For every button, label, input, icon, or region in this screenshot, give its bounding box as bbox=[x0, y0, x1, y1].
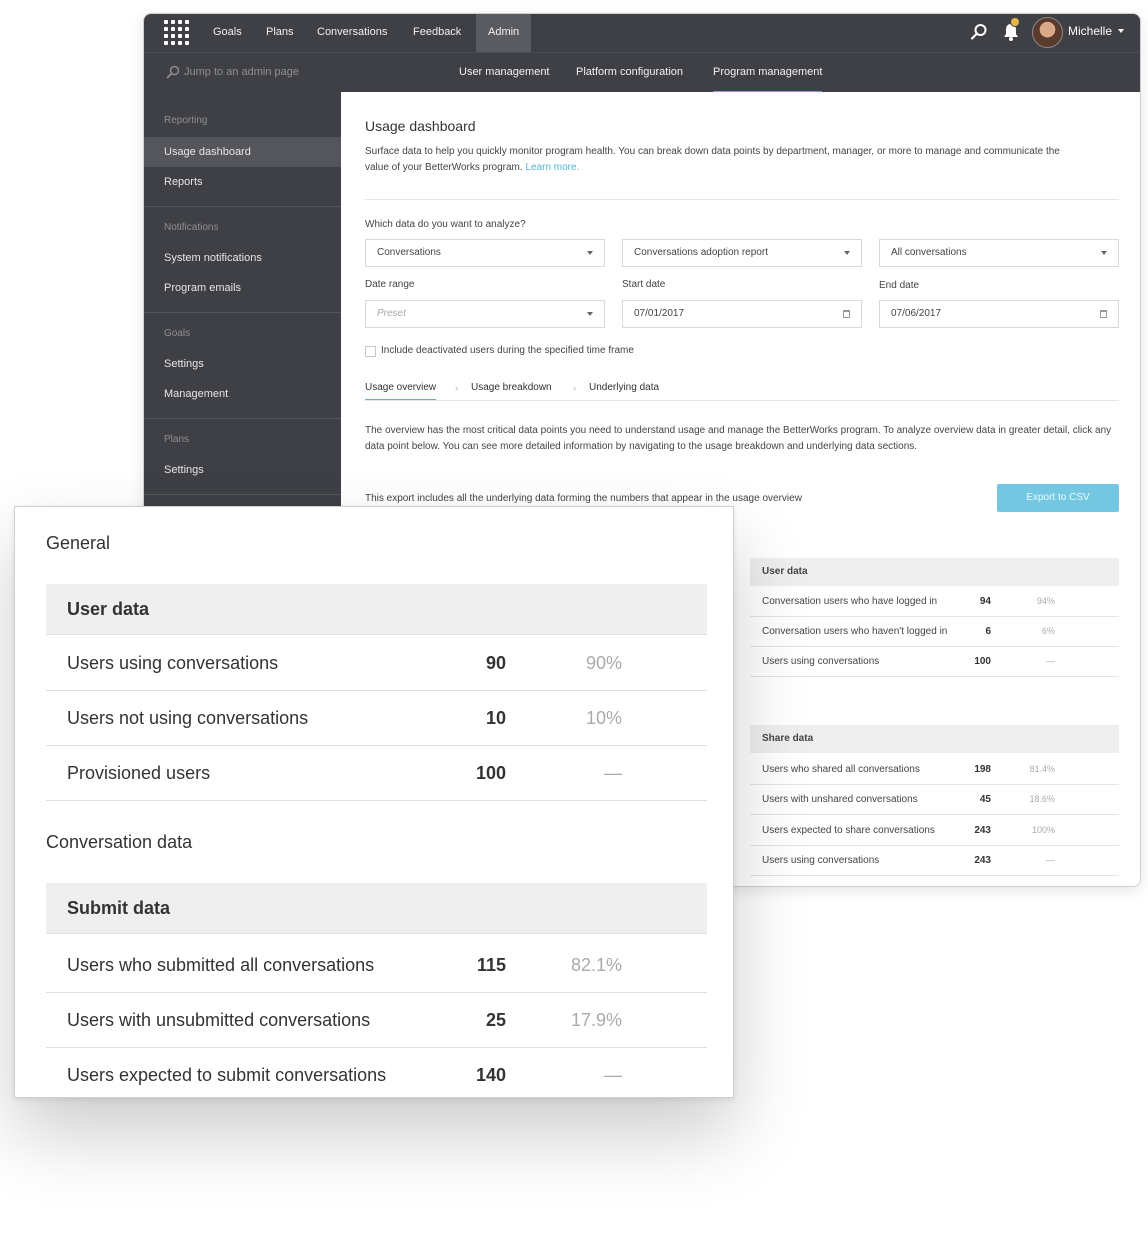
table-row[interactable] bbox=[750, 755, 1119, 785]
share-data-header: Share data bbox=[750, 725, 1119, 753]
table-row[interactable] bbox=[46, 636, 707, 691]
report-value: Conversations adoption report bbox=[634, 247, 768, 258]
chevron-down-icon bbox=[1101, 251, 1107, 255]
start-date-input[interactable] bbox=[622, 300, 862, 328]
row-percent: 100% bbox=[1031, 825, 1055, 835]
tab-usage-overview[interactable]: Usage overview bbox=[365, 382, 436, 401]
tab-usage-breakdown[interactable]: Usage breakdown bbox=[471, 382, 552, 393]
table-row[interactable] bbox=[46, 938, 707, 993]
nav-conversations[interactable]: Conversations bbox=[317, 26, 388, 38]
end-date-label: End date bbox=[879, 280, 920, 291]
row-label: Users using conversations bbox=[762, 855, 880, 866]
submit-data-header: Submit data bbox=[46, 883, 707, 934]
table-row[interactable] bbox=[46, 1048, 707, 1103]
table-row[interactable] bbox=[750, 647, 1119, 677]
end-date-value: 07/06/2017 bbox=[891, 308, 942, 319]
end-date-input[interactable] bbox=[879, 300, 1119, 328]
row-percent: — bbox=[604, 763, 622, 783]
row-value[interactable]: 100 bbox=[974, 656, 991, 667]
row-percent: 6% bbox=[1041, 626, 1055, 636]
calendar-icon[interactable] bbox=[843, 310, 850, 318]
row-label: Users expected to share conversations bbox=[762, 825, 935, 836]
sidebar-item-system-notifications[interactable]: System notifications bbox=[164, 252, 262, 264]
sidebar-divider bbox=[144, 312, 341, 313]
page-title: Usage dashboard bbox=[365, 118, 476, 134]
sidebar-item-plans-settings[interactable]: Settings bbox=[164, 464, 204, 476]
date-range-label: Date range bbox=[365, 279, 415, 290]
divider bbox=[365, 199, 1119, 200]
row-label: Users not using conversations bbox=[67, 708, 309, 728]
chevron-down-icon bbox=[844, 251, 850, 255]
nav-admin[interactable]: Admin bbox=[476, 14, 531, 52]
section-title-conversation-data: Conversation data bbox=[46, 832, 193, 852]
row-value[interactable]: 243 bbox=[974, 825, 991, 836]
notification-badge bbox=[1010, 17, 1020, 27]
row-value[interactable]: 10 bbox=[485, 708, 506, 728]
sidebar-item-program-emails[interactable]: Program emails bbox=[164, 282, 242, 294]
description-text: Surface data to help you quickly monitor program health. You can break down data points by department, manager, or more to manage and communicate the value of your BetterWorks program. bbox=[365, 146, 1060, 173]
table-row[interactable] bbox=[750, 785, 1119, 815]
search-icon bbox=[166, 65, 180, 79]
row-value[interactable]: 90 bbox=[485, 653, 506, 673]
calendar-icon[interactable] bbox=[1100, 310, 1107, 318]
row-label: Users with unshared conversations bbox=[762, 794, 918, 805]
chevron-down-icon bbox=[587, 312, 593, 316]
nav-plans[interactable]: Plans bbox=[266, 26, 294, 38]
row-percent: — bbox=[604, 1065, 622, 1085]
top-navigation bbox=[144, 14, 1141, 52]
export-csv-button[interactable]: Export to CSV bbox=[997, 484, 1119, 512]
row-value[interactable]: 100 bbox=[475, 763, 506, 783]
row-value[interactable]: 6 bbox=[985, 626, 991, 637]
user-data-header: User data bbox=[46, 584, 707, 635]
row-label: Provisioned users bbox=[67, 763, 211, 783]
table-row[interactable] bbox=[750, 587, 1119, 617]
row-value[interactable]: 140 bbox=[475, 1065, 506, 1085]
data-type-select[interactable] bbox=[365, 239, 605, 267]
report-select[interactable] bbox=[622, 239, 862, 267]
start-date-value: 07/01/2017 bbox=[634, 308, 685, 319]
row-value[interactable]: 25 bbox=[485, 1010, 506, 1030]
row-label: Users who shared all conversations bbox=[762, 764, 920, 775]
date-range-placeholder: Preset bbox=[377, 308, 406, 319]
sidebar-divider bbox=[144, 494, 341, 495]
chevron-right-icon: › bbox=[455, 383, 459, 394]
export-note: This export includes all the underlying data forming the numbers that appear in the usage overview bbox=[365, 493, 802, 504]
data-type-value: Conversations bbox=[377, 247, 441, 258]
table-row[interactable] bbox=[46, 993, 707, 1048]
admin-subnav bbox=[144, 52, 1141, 92]
tab-underlying-data[interactable]: Underlying data bbox=[589, 382, 660, 393]
row-label: Conversation users who have logged in bbox=[762, 596, 938, 607]
row-label: Users using conversations bbox=[67, 653, 279, 673]
sidebar-divider bbox=[144, 206, 341, 207]
sidebar-item-goals-settings[interactable]: Settings bbox=[164, 358, 204, 370]
analyze-label: Which data do you want to analyze? bbox=[365, 219, 526, 230]
row-percent: 90% bbox=[585, 653, 622, 673]
user-data-header: User data bbox=[750, 558, 1119, 586]
row-value[interactable]: 198 bbox=[974, 764, 991, 775]
chevron-down-icon bbox=[587, 251, 593, 255]
row-percent: 18.6% bbox=[1029, 794, 1055, 804]
overview-text: The overview has the most critical data points you need to understand usage and manage the BetterWorks program. To analyze overview data in greater detail, click any data point below. You can see more detailed information by navigating to the usage breakdown and underlying data sections. bbox=[365, 425, 1112, 452]
avatar[interactable] bbox=[1032, 17, 1063, 48]
apps-grid-icon[interactable] bbox=[164, 20, 190, 46]
zoomed-data-card bbox=[14, 506, 734, 1098]
row-value[interactable]: 94 bbox=[979, 596, 991, 607]
date-range-select[interactable] bbox=[365, 300, 605, 328]
filter-select[interactable] bbox=[879, 239, 1119, 267]
table-row[interactable] bbox=[750, 617, 1119, 647]
sidebar-item-reports[interactable]: Reports bbox=[164, 176, 203, 188]
table-row[interactable] bbox=[750, 816, 1119, 846]
tab-program-management[interactable]: Program management bbox=[713, 53, 822, 93]
sidebar-divider bbox=[144, 418, 341, 419]
tabs-divider bbox=[365, 400, 1119, 401]
table-row[interactable] bbox=[750, 846, 1119, 876]
row-label: Users expected to submit conversations bbox=[67, 1065, 387, 1085]
filter-value: All conversations bbox=[891, 247, 967, 258]
section-title-general: General bbox=[46, 533, 111, 553]
row-value[interactable]: 115 bbox=[476, 955, 506, 975]
row-label: Users with unsubmitted conversations bbox=[67, 1010, 371, 1030]
chevron-right-icon: › bbox=[573, 383, 577, 394]
row-percent: 81.4% bbox=[1029, 764, 1055, 774]
row-label: Users using conversations bbox=[762, 656, 880, 667]
row-label: Users who submitted all conversations bbox=[67, 955, 375, 975]
sidebar-group-notifications: Notifications bbox=[164, 222, 219, 233]
row-value[interactable]: 243 bbox=[974, 855, 991, 866]
tab-platform-configuration[interactable]: Platform configuration bbox=[576, 66, 683, 78]
row-percent: 94% bbox=[1036, 596, 1055, 606]
include-deactivated-checkbox[interactable] bbox=[365, 346, 376, 357]
nav-feedback[interactable]: Feedback bbox=[413, 26, 462, 38]
start-date-label: Start date bbox=[622, 279, 666, 290]
row-label: Conversation users who haven't logged in bbox=[762, 626, 948, 637]
include-deactivated-label[interactable]: Include deactivated users during the specified time frame bbox=[381, 345, 634, 356]
learn-more-link[interactable]: Learn more. bbox=[525, 162, 580, 173]
tab-user-management[interactable]: User management bbox=[459, 66, 550, 78]
row-percent: — bbox=[1046, 656, 1055, 666]
row-percent: — bbox=[1046, 855, 1055, 865]
search-icon[interactable] bbox=[970, 23, 988, 41]
chevron-down-icon[interactable] bbox=[1118, 29, 1124, 33]
sidebar-group-plans: Plans bbox=[164, 434, 190, 445]
table-row[interactable] bbox=[46, 746, 707, 801]
row-value[interactable]: 45 bbox=[979, 794, 991, 805]
table-row[interactable] bbox=[46, 691, 707, 746]
user-name[interactable]: Michelle bbox=[1068, 24, 1113, 38]
row-percent: 82.1% bbox=[570, 955, 622, 975]
sidebar-item-usage-dashboard[interactable]: Usage dashboard bbox=[144, 137, 341, 167]
nav-goals[interactable]: Goals bbox=[213, 26, 242, 38]
row-percent: 10% bbox=[585, 708, 622, 728]
row-percent: 17.9% bbox=[570, 1010, 622, 1030]
jump-to-admin-page-input[interactable]: Jump to an admin page bbox=[184, 66, 299, 78]
sidebar-item-management[interactable]: Management bbox=[164, 388, 229, 400]
sidebar-group-goals: Goals bbox=[164, 328, 191, 339]
page-description bbox=[365, 144, 1065, 176]
sidebar-group-reporting: Reporting bbox=[164, 115, 208, 126]
